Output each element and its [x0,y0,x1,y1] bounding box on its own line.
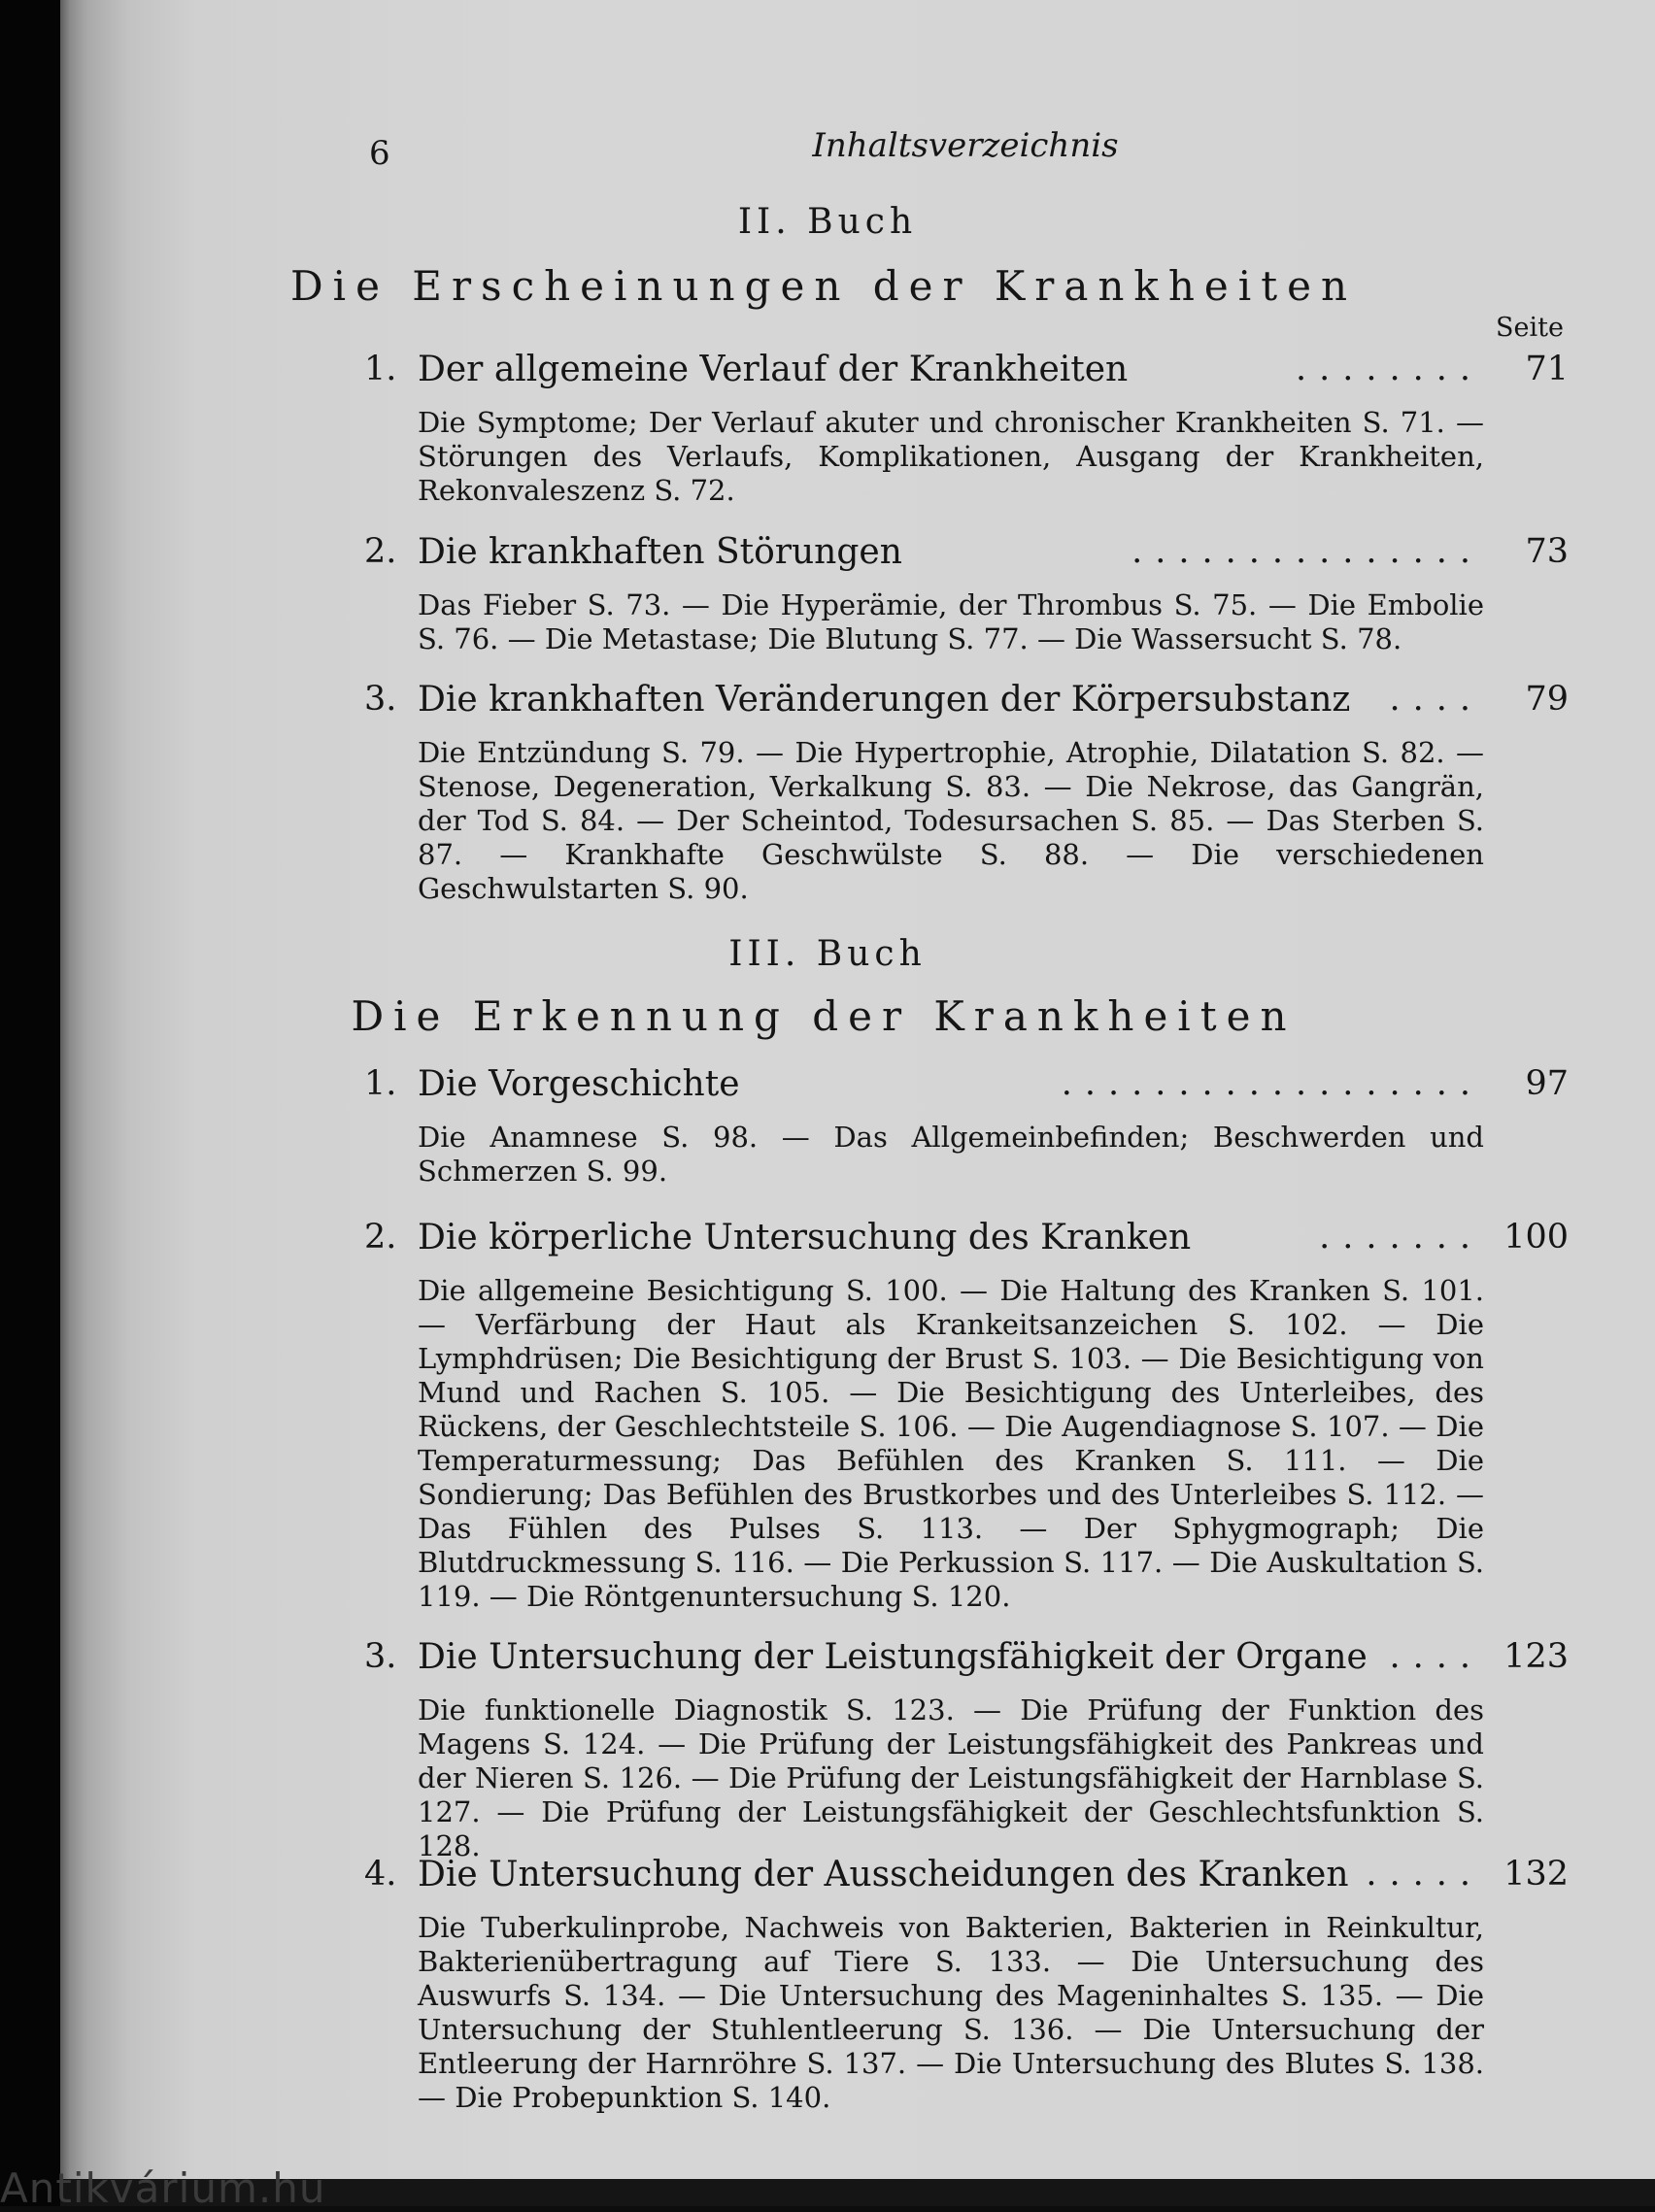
entry-description: Die Tuberkulinprobe, Nachweis von Bakterien, Bakterien in Reinkultur, Bakterienübertragung auf Tiere S. 133. — Die Untersuchung des Auswurfs S. 134. — Die Untersuchung des Mageninhaltes S. 135. — Die Untersuchung der Stuhlentleerung S. 136. — Die Untersuchung der Entleerung der Harnröhre S. 137. — Die Untersuchung des Blutes S. 138. — Die Probepunktion S. 140. [418,1911,1484,2114]
entry-number: 4. [364,1855,397,1894]
entry-number: 1. [364,1064,397,1103]
entry-title: Die krankhaften Störungen [418,532,902,572]
entry-title: Die Vorgeschichte [418,1064,740,1104]
toc-entry [364,1064,1598,1189]
entry-title: Die Untersuchung der Leistungsfähigkeit der Organe [418,1637,1368,1677]
entry-number: 2. [364,1218,397,1257]
entry-page: 79 [1525,680,1569,719]
entry-page: 71 [1525,350,1569,388]
book-binding-shadow [0,0,60,2206]
entry-description: Die allgemeine Besichtigung S. 100. — Die Haltung des Kranken S. 101. — Verfärbung der Haut als Krankeitsanzeichen S. 102. — Die Lymphdrüsen; Die Besichtigung der Brust S. 103. — Die Besichtigung von Mund und Rachen S. 105. — Die Besichtigung des Unterleibes, des Rückens, der Geschlechtsteile S. 106. — Die Augendiagnose S. 107. — Die Temperaturmessung; Das Befühlen des Kranken S. 111. — Die Sondierung; Das Befühlen des Brustkorbes und des Unterleibes S. 112. — Das Fühlen des Pulses S. 113. — Der Sphygmograph; Die Blutdruckmessung S. 116. — Die Perkussion S. 117. — Die Auskultation S. 119. — Die Röntgenuntersuchung S. 120. [418,1274,1484,1613]
dot-leader: ........ [1295,350,1483,388]
book-label: III. Buch [728,934,927,974]
page-number: 6 [369,134,390,173]
toc-entry [364,532,1598,656]
dot-leader: ....... [1319,1218,1483,1257]
entry-description: Die funktionelle Diagnostik S. 123. — Die Prüfung der Funktion des Magens S. 124. — Die Prüfung der Leistungsfähigkeit des Pankreas und der Nieren S. 126. — Die Prüfung der Leistungsfähigkeit der Harnblase S. 127. — Die Prüfung der Leistungsfähigkeit der Geschlechtsfunktion S. 128. [418,1693,1484,1862]
dot-leader: .... [1389,680,1483,719]
dot-leader: ............... [1131,532,1483,571]
entry-title: Die krankhaften Veränderungen der Körpersubstanz [418,680,1351,720]
toc-entry-line [364,350,1598,406]
book-title: Die Erkennung der Krankheiten [351,992,1297,1040]
toc-entry [364,680,1598,906]
entry-number: 2. [364,532,397,571]
toc-entry-line [364,532,1598,588]
entry-title: Der allgemeine Verlauf der Krankheiten [418,350,1129,389]
entry-page: 97 [1525,1064,1569,1103]
toc-entry [364,1637,1598,1863]
entry-title: Die Untersuchung der Ausscheidungen des Kranken [418,1855,1349,1894]
dot-leader: ..... [1366,1855,1483,1894]
dot-leader: .... [1389,1637,1483,1676]
entry-page: 123 [1503,1637,1569,1676]
entry-number: 3. [364,1637,397,1676]
toc-entry [364,1218,1598,1614]
entry-number: 3. [364,680,397,719]
entry-title: Die körperliche Untersuchung des Kranken [418,1218,1192,1257]
toc-entry-line [364,680,1598,736]
entry-description: Die Symptome; Der Verlauf akuter und chronischer Krankheiten S. 71. — Störungen des Verlaufs, Komplikationen, Ausgang der Krankheiten, Rekonvaleszenz S. 72. [418,406,1484,507]
running-title: Inhaltsverzeichnis [812,126,1119,165]
dot-leader: .................. [1061,1064,1483,1103]
entry-description: Die Entzündung S. 79. — Die Hypertrophie, Atrophie, Dilatation S. 82. — Stenose, Degeneration, Verkalkung S. 83. — Die Nekrose, das Gangrän, der Tod S. 84. — Der Scheintod, Todesursachen S. 85. — Das Sterben S. 87. — Krankhafte Geschwülste S. 88. — Die verschiedenen Geschwulstarten S. 90. [418,736,1484,905]
toc-entry-line [364,1218,1598,1274]
entry-page: 132 [1503,1855,1569,1894]
running-header [0,126,1655,165]
entry-number: 1. [364,350,397,388]
entry-description: Das Fieber S. 73. — Die Hyperämie, der Thrombus S. 75. — Die Embolie S. 76. — Die Metastase; Die Blutung S. 77. — Die Wassersucht S. 78. [418,588,1484,655]
page-column-label: Seite [1496,313,1564,343]
book-title: Die Erscheinungen der Krankheiten [289,262,1358,310]
book-label: II. Buch [737,202,918,242]
toc-entry-line [364,1637,1598,1693]
toc-entry [364,350,1598,508]
entry-page: 73 [1525,532,1569,571]
watermark: Antikvárium.hu [0,2164,326,2212]
toc-entry [364,1855,1598,2115]
entry-description: Die Anamnese S. 98. — Das Allgemeinbefinden; Beschwerden und Schmerzen S. 99. [418,1121,1484,1188]
toc-entry-line [364,1064,1598,1121]
entry-page: 100 [1503,1218,1569,1257]
toc-entry-line [364,1855,1598,1911]
